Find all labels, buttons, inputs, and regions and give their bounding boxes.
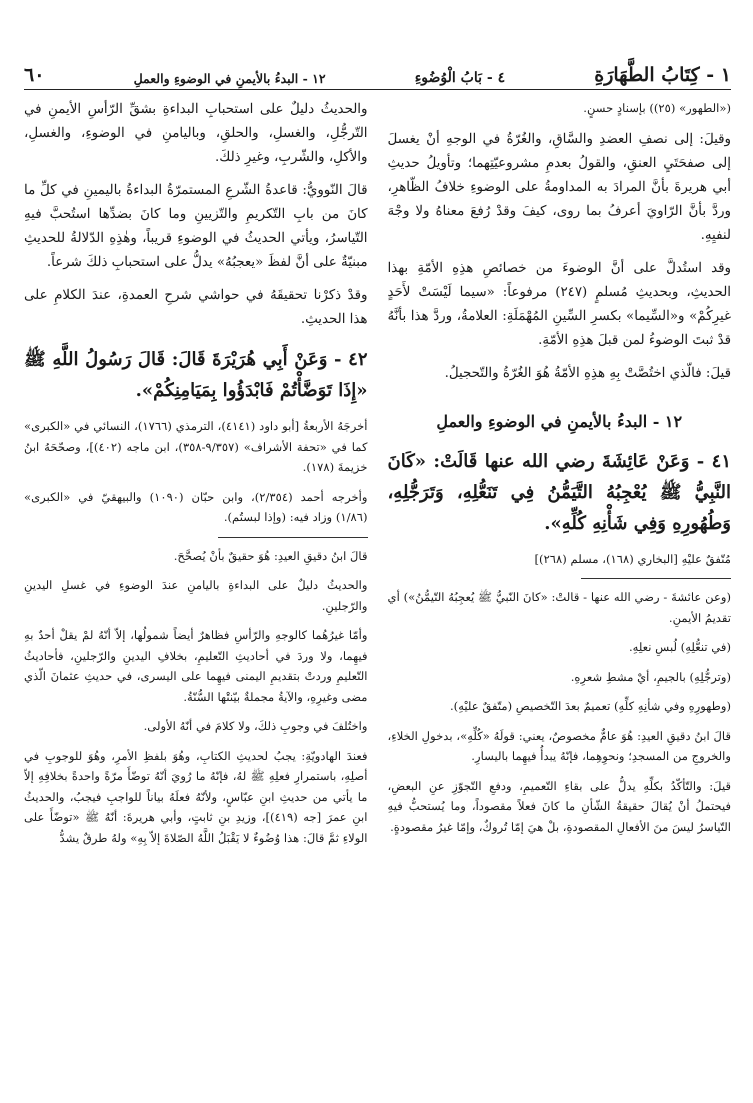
running-section-title: ١٢ - البدءُ بالأيمنِ في الوضوءِ والعملِ [133,71,326,86]
section-heading: ١٢ - البدءُ بالأيمنِ في الوضوءِ والعملِ [436,411,683,431]
chapter-title: ٤ - بَابُ الْوُضُوءِ [414,70,506,86]
paragraph: فعندَ الهادويّةِ: يجبُ لحديثِ الكتابِ، وهُوَ بلفظِ الأمرِ، وهُوَ للوجوبِ في أصلِهِ، باستمرارِ فعلِهِ ﷺ لهُ، فإنّهُ ما رُويَ أنّهُ توضّأَ مرّةً واحدةً بخلافِهِ إلاّ ما يأتي من حديثِ ابنِ عبّاسٍ، ولأنّهُ فعلَهُ بياناً للواجبِ فيجبُ، والحديثُ ابنِ عمرَ [جه (٤١٩)]، وزيدِ بنِ ثابتٍ، وأبي هريرةَ: أنّهُ ﷺ «توضّأَ على الولاءِ ثمَّ قالَ: هذا وُضُوءٌ لا يَقْبَلُ اللَّهُ الصّلاةَ إلاّ بِهِ» ولهُ طرقٌ يشدُّ [24,748,368,845]
paragraph: قالَ ابنُ دقيقِ العيدِ: هُوَ عامٌّ مخصوصٌ، يعني: قولَهُ «كُلِّهِ»، بدخولِ الخلاءِ، والخروجِ من المسجدِ؛ ونحوِهِما، فإنّهُ يبدأُ فيهِما باليسارِ. [387,728,731,763]
paragraph: (وطهورِهِ وفي شأنِهِ كلِّهِ) تعميمٌ بعدَ التّخصيصِ (متّفقٌ عليْهِ). [449,699,731,713]
divider [581,578,731,579]
left-column [24,98,368,1065]
paragraph: وقد استُدلَّ على أنَّ الوضوءَ من خصائصِ هذِهِ الأمّةِ بهذا الحديثِ، وبحديثِ مُسلمٍ (٢٤٧) مرفوعاً: «سيما لَيْسَتْ لأَحَدٍ غيرِكُمْ» و«السِّيما» بكسرِ السِّينِ المُهْمَلَةِ: العلامةُ، وردَّ هذا بأنَّهُ قدْ ثبتَ الوضوءُ لمن قبلَ هذِهِ الأمّةِ. [387,260,731,348]
right-column [388,98,732,1065]
book-title: ١ - كِتَابُ الطَّهَارَةِ [594,64,731,86]
paragraph: واختُلفَ في وجوبِ ذلكَ، ولا كلامَ في أنّهُ الأولى. [143,719,368,733]
paragraph: (وعن عائشةَ - رضي الله عنها - قالتْ: «كانَ النّبيُّ ﷺ يُعجِبُهُ التّيمُّنُ») أي تقديمُ الأيمنِ. [387,590,731,625]
takhrij-note: أخرجَهُ الأربعةُ [أبو داود (٤١٤١)، الترمذي (١٧٦٦)، النسائي في «الكبرى» كما في «تحفة الأشراف» (٩/٣٥٧-٣٥٨)، ابن ماجه (٤٠٢)]، وصحّحَهُ ابنُ خزيمةَ (١٧٨). [24,419,368,474]
paragraph: (وترجُّلِهِ) بالجيمِ، أيْ مشطِ شعرِهِ. [570,669,731,684]
paragraph: قالَ ابنُ دقيقِ العيدِ: هُوَ حقيقٌ بأنْ يُصحَّحَ. [173,548,368,563]
paragraph: («الطهور» (٢٥)) بإسنادٍ حسنٍ. [583,101,731,115]
paragraph: وأمّا غيرُهُما كالوجهِ والرّأسِ فظاهرٌ أيضاً شمولُها، إلاّ أنّهُ لمْ يقلْ أحدٌ بهِ فيهِما، ولا وردَ في أحاديثِ التّعليمِ، بخلافِ اليدينِ والرّجلينِ، فأحاديثُ التّعليمِ وردتْ بتقديمِ اليمنى فيهِما على اليسرى، في حديثِ عثمانَ الّذي مضى وغيرِهِ، والآيةُ مجملةٌ بيّنتْها السُّنّةُ. [24,628,368,704]
takhrij-note: مُتّفقٌ عليْهِ [البخاري (١٦٨)، مسلم (٢٦٨)] [534,551,731,566]
paragraph: قيلَ: فالّذي اختُصَّتْ بِهِ هذِهِ الأمّةُ هُوَ الغُرّةُ والتّحجيلُ. [444,365,731,381]
page-number: ٦٠ [24,64,45,86]
paragraph: والحديثُ دليلٌ على استحبابِ البداءةِ بشقِّ الرّأسِ الأيمنِ في التّرجُّلِ، والغسلِ، والحلقِ، وباليامنِ في الوضوءِ، والغسلِ، والأكلِ، والشّربِ، وغيرِ ذلكَ. [24,102,368,165]
paragraph: وقدْ ذكرْنا تحقيقَهُ في حواشي شرحِ العمدةِ، عندَ الكلامِ على هذا الحديثِ. [24,288,368,327]
paragraph: والحديثُ دليلٌ على البداءةِ باليامنِ عندَ الوضوءِ في غسلِ اليدينِ والرّجلينِ. [24,578,368,613]
text-columns [24,98,731,1065]
divider [218,537,368,538]
takhrij-note: وأخرجه أحمد (٢/٣٥٤)، وابن حبّان (١٠٩٠) والبيهقيّ في «الكبرى» (١/٨٦) وزاد فيه: (وإذا لبستُم). [24,489,368,524]
page-header [24,52,731,90]
paragraph: وقيلَ: إلى نصفِ العضدِ والسَّاقِ، والغُرّةُ في الوجهِ أنْ يغسلَ إلى صفحَتَيِ العنقِ، والقولُ بعدمِ مشروعيّتِهما؛ وتأويلُ حديثِ أبي هريرةَ بأنَّ المرادَ به المداومةُ على الوضوءِ خلافُ الظّاهرِ، وردَّ بأنَّ الرّاويَ أعرفُ بما روى، كيفَ وقدْ رُفعَ معناهُ ولا وجْهَ لنفيِهِ. [387,131,731,243]
paragraph: قالَ النّوويُّ: قاعدةُ الشّرعِ المستمرّةُ البداءةُ باليمينِ في كلِّ ما كانَ من بابِ التّكريمِ والتّزيينِ وما كانَ بضدِّها استُحبَّ فيهِ التّياسرُ، ويأتي الحديثُ في الوضوءِ قريباً، وهٰذِهِ الدّلالةُ للحديثِ مبنيّةٌ على أنَّ لفظَ «يعجبُهُ» يدلُّ على استحبابِ ذلكَ شرعاً. [24,183,368,270]
hadith-text: ٤٢ - وَعَنْ أَبِي هُرَيْرَةَ قَالَ: قَالَ رَسُولُ اللَّهِ ﷺ «إِذَا تَوَضَّأْتُمْ فَابْدَؤُوا بِمَيَامِنِكُمْ». [24,349,368,401]
paragraph: قيلَ: والتّأكّدُ بكلِّهِ يدلُّ على بقاءِ التّعميمِ، ودفعِ التّجوّزِ عنِ البعضِ، فيحتملُ أنْ يُقالَ حقيقةُ الشّأنِ ما كانَ فعلاً مقصوداً، وما يُستحبُّ فيهِ التّياسرُ ليسَ منَ الأفعالِ المقصودةِ، بلْ هيَ إمّا تُروكٌ، وإمّا غيرُ مقصودةٍ. [387,778,731,834]
hadith-text: ٤١ - وَعَنْ عَائِشَةَ رضي الله عنها قَالَتْ: «كَانَ النَّبِيُّ ﷺ يُعْجِبُهُ التَّيَمُّنُ فِي تَنَعُّلِهِ، وَتَرَجُّلِهِ، وَطُهُورِهِ وَفِي شَأْنِهِ كُلِّهِ». [387,450,731,534]
paragraph: (في تنعُّلِهِ) لُبسِ نعلِهِ. [628,640,731,654]
